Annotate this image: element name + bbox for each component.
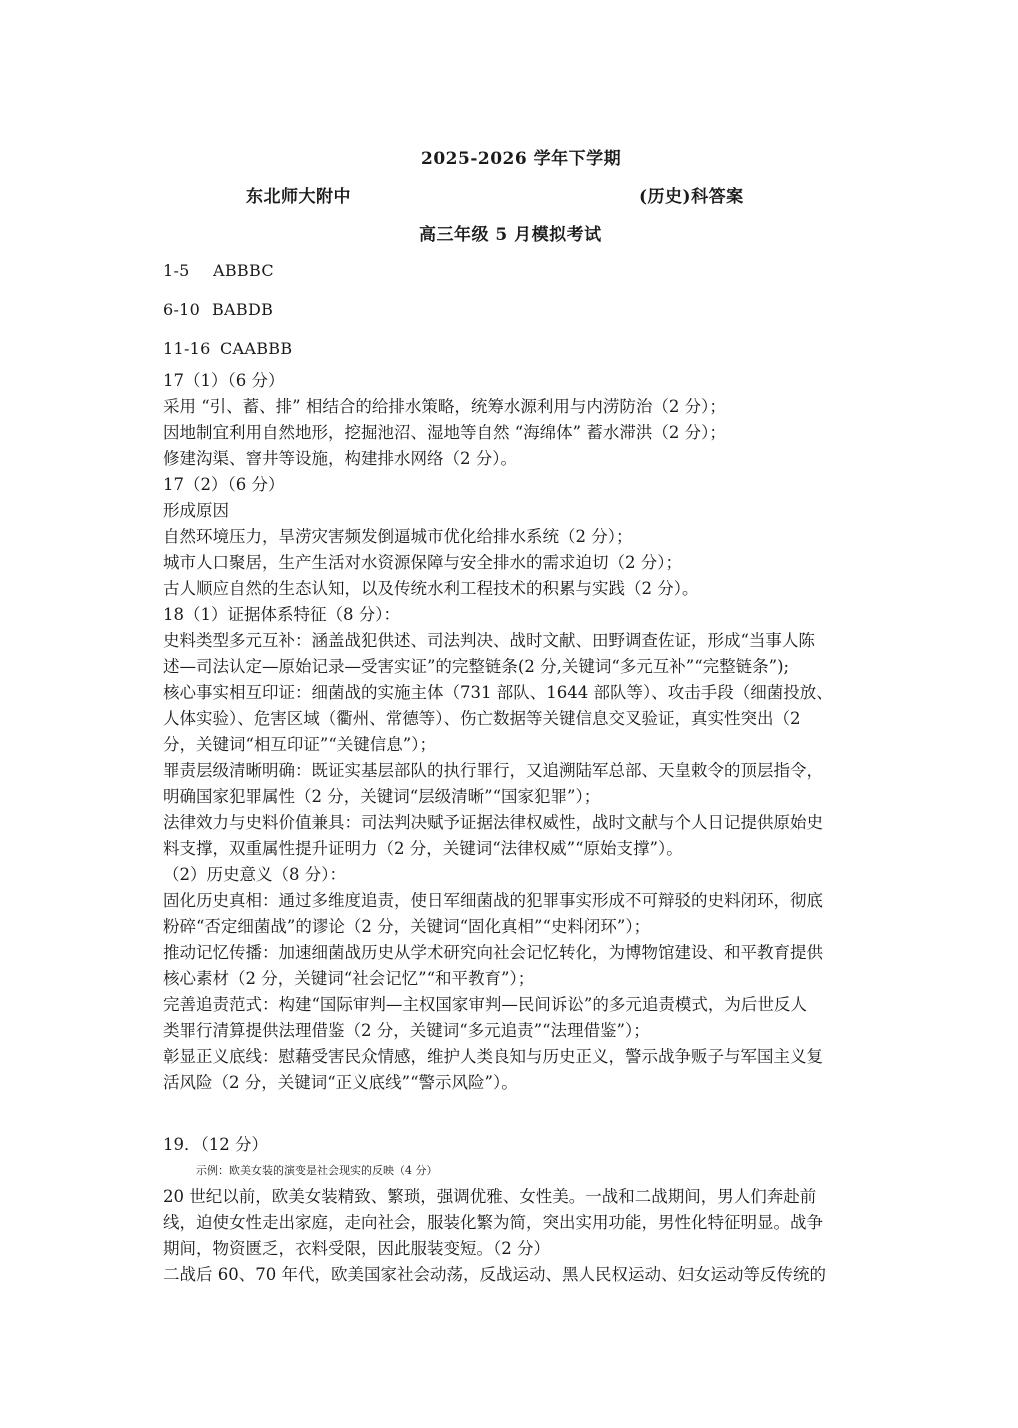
text-line: 法律效力与史料价值兼具：司法判决赋予证据法律权威性，战时文献与个人日记提供原始史 — [163, 813, 823, 832]
exam-title: 高三年级 5 月模拟考试 — [419, 225, 602, 245]
text-line: 固化历史真相：通过多维度追责，使日军细菌战的犯罪事实形成不可辩驳的史料闭环，彻底 — [163, 891, 823, 910]
choice-range-1: 1-5 — [163, 261, 190, 280]
q17-2-heading: 17（2）（6 分） — [163, 475, 285, 494]
text-line: 核心事实相互印证：细菌战的实施主体（731 部队、1644 部队等）、攻击手段（细菌投放、 — [163, 683, 833, 702]
choice-answers-1: ABBBC — [213, 261, 274, 280]
year-term-title: 2025-2026 学年下学期 — [421, 149, 622, 169]
text-line: 罪责层级清晰明确：既证实基层部队的执行罪行，又追溯陆军总部、天皇敕令的顶层指令， — [163, 761, 823, 780]
text-line: 粉碎“否定细菌战”的谬论（2 分，关键词“固化真相”“史料闭环”）； — [163, 917, 651, 936]
text-line: 述—司法认定—原始记录—受害实证”的完整链条(2 分,关键词“多元互补”“完整链条”); — [163, 657, 790, 676]
text-line: 城市人口聚居，生产生活对水资源保障与安全排水的需求迫切（2 分）； — [163, 553, 682, 572]
text-line: 明确国家犯罪属性（2 分，关键词“层级清晰”“国家犯罪”）； — [163, 787, 601, 806]
text-line: 核心素材（2 分，关键词“社会记忆”“和平教育”）； — [163, 969, 535, 988]
choice-answers-2: BABDB — [212, 300, 274, 319]
choice-answers-3: CAABBB — [220, 339, 293, 358]
q19-example: 示例：欧美女装的演变是社会现实的反映（4 分） — [196, 1164, 438, 1177]
text-line: 推动记忆传播：加速细菌战历史从学术研究向社会记忆转化，为博物馆建设、和平教育提供 — [163, 943, 823, 962]
text-line: 彰显正义底线：慰藉受害民众情感，维护人类良知与历史正义，警示战争贩子与军国主义复 — [163, 1047, 823, 1066]
choice-range-3: 11-16 — [163, 339, 211, 358]
subject-title: (历史)科答案 — [639, 187, 744, 207]
text-line: 古人顺应自然的生态认知，以及传统水利工程技术的积累与实践（2 分）。 — [163, 579, 699, 598]
text-line: 人体实验）、危害区域（衢州、常德等）、伤亡数据等关键信息交叉验证，真实性突出（2 — [163, 709, 801, 728]
q18-2-heading: （2）历史意义（8 分）： — [163, 865, 346, 884]
text-line: 修建沟渠、窨井等设施，构建排水网络（2 分）。 — [163, 449, 517, 468]
school-name: 东北师大附中 — [246, 187, 351, 207]
q18-1-heading: 18（1）证据体系特征（8 分）： — [163, 605, 400, 624]
q17-1-heading: 17（1）（6 分） — [163, 371, 285, 390]
text-line: 类罪行清算提供法理借鉴（2 分，关键词“多元追责”“法理借鉴”）； — [163, 1021, 650, 1040]
text-line: 期间，物资匮乏，衣料受限，因此服装变短。（2 分） — [163, 1239, 550, 1258]
text-line: 二战后 60、70 年代，欧美国家社会动荡，反战运动、黑人民权运动、妇女运动等反传统的 — [163, 1265, 826, 1284]
text-line: 自然环境压力，旱涝灾害频发倒逼城市优化给排水系统（2 分）； — [163, 527, 633, 546]
q19-heading: 19．（12 分） — [163, 1135, 268, 1154]
text-line: 料支撑，双重属性提升证明力（2 分，关键词“法律权威”“原始支撑”）。 — [163, 839, 683, 858]
text-line: 因地制宜利用自然地形，挖掘池沼、湿地等自然 “海绵体” 蓄水滞洪（2 分）； — [163, 423, 726, 442]
text-line: 活风险（2 分，关键词“正义底线”“警示风险”）。 — [163, 1073, 518, 1092]
text-line: 形成原因 — [163, 501, 229, 520]
answer-body — [163, 368, 863, 1096]
text-line: 采用 “引、蓄、排” 相结合的给排水策略，统筹水源利用与内涝防治（2 分）； — [163, 397, 726, 416]
text-line: 20 世纪以前，欧美女装精致、繁琐，强调优雅、女性美。一战和二战期间，男人们奔赴前 — [163, 1187, 817, 1206]
q19-section — [163, 1132, 863, 1288]
text-line: 分，关键词“相互印证”“关键信息”）； — [163, 735, 436, 754]
text-line: 史料类型多元互补：涵盖战犯供述、司法判决、战时文献、田野调查佐证，形成“当事人陈 — [163, 631, 815, 650]
text-line: 线，迫使女性走出家庭，走向社会，服装化繁为简，突出实用功能，男性化特征明显。战争 — [163, 1213, 823, 1232]
text-line: 完善追责范式：构建“国际审判—主权国家审判—民间诉讼”的多元追责模式，为后世反人 — [163, 995, 807, 1014]
choice-range-2: 6-10 — [163, 300, 201, 319]
